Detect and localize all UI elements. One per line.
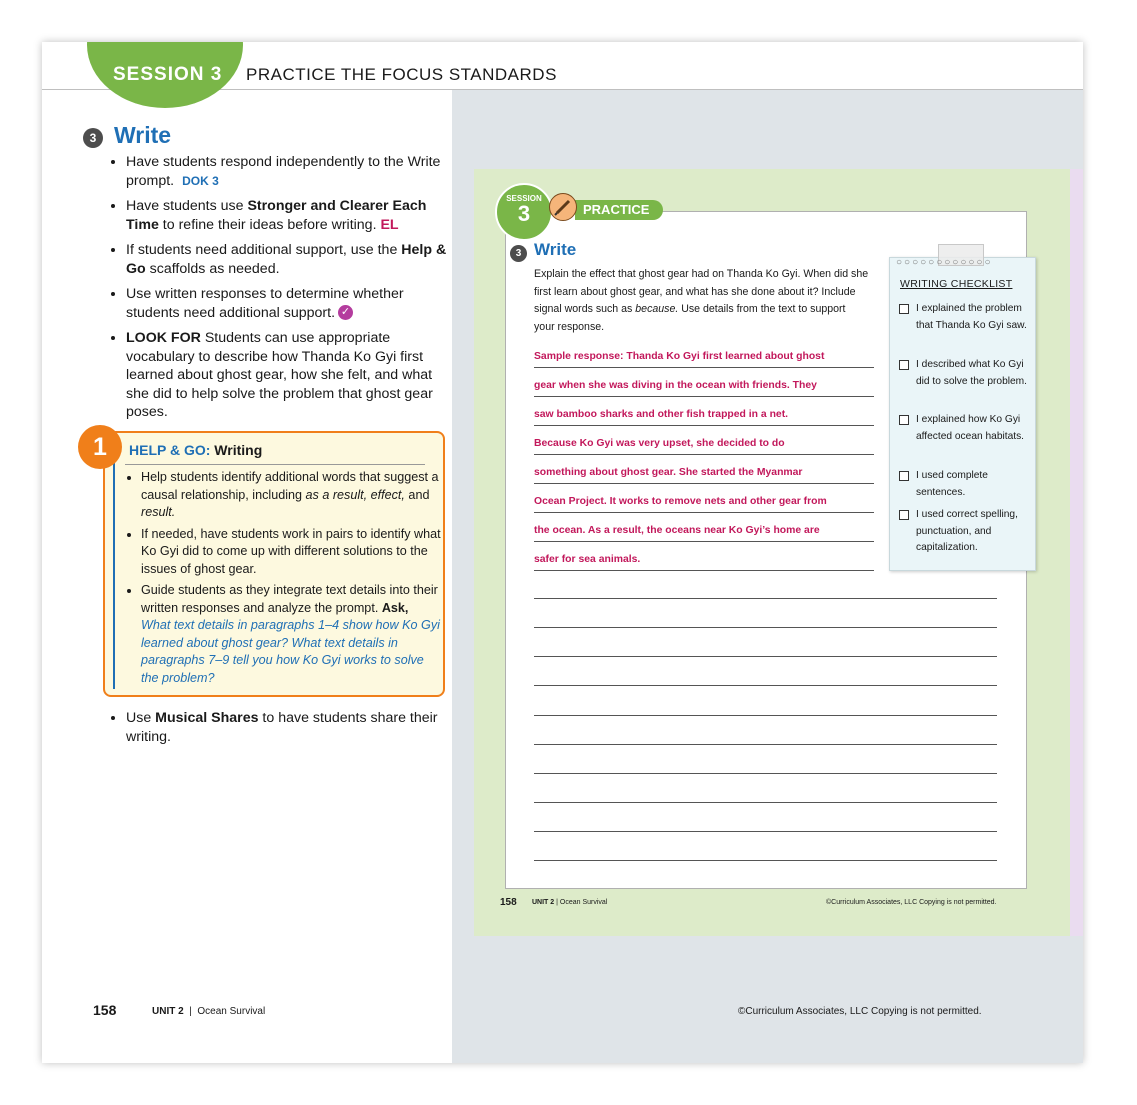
blank-writing-line [534, 598, 997, 599]
student-copyright: ©Curriculum Associates, LLC Copying is not permitted. [826, 899, 997, 906]
list-item: • Have students use Stronger and Clearer Each Time to refine their ideas before writing. EL [126, 197, 456, 234]
response-line: gear when she was diving in the ocean with friends. They [534, 367, 874, 397]
page-title: PRACTICE THE FOCUS STANDARDS [246, 65, 557, 84]
student-unit-label: UNIT 2 | Ocean Survival [532, 899, 608, 906]
write-heading: Write [114, 122, 172, 148]
list-item: • LOOK FOR Students can use appropriate vocabulary to describe how Thanda Ko Gyi first learned about ghost gear, how she felt, and what she did to help solve the problem that ghost gear poses. [126, 329, 456, 422]
list-item: • Help students identify additional words that suggest a causal relationship, including as a result, effect, and result. [141, 469, 441, 522]
blank-writing-line [534, 831, 997, 832]
blank-writing-line [534, 773, 997, 774]
unit-label: UNIT 2 | Ocean Survival [152, 1006, 266, 1017]
response-line: Ocean Project. It works to remove nets and other gear from [534, 483, 874, 513]
spiral-rings-graphic: ○○○○○○○○○○○○ [896, 257, 993, 268]
list-item: • If needed, have students work in pairs to identify what Ko Gyi did to come up with different solutions to the issues of ghost gear. [141, 526, 441, 579]
response-line: the ocean. As a result, the oceans near Ko Gyi’s home are [534, 512, 874, 542]
divider [125, 464, 425, 465]
checkbox[interactable] [899, 304, 909, 314]
response-line: Because Ko Gyi was very upset, she decided to do [534, 425, 874, 455]
blank-writing-line [534, 715, 997, 716]
blank-writing-line [534, 744, 997, 745]
response-line: saw bamboo sharks and other fish trapped in a net. [534, 396, 874, 426]
list-item: • Use Musical Shares to have students share their writing. [126, 709, 456, 746]
checklist-item: I used correct spelling, punctuation, and capitalization. [899, 507, 1029, 557]
page-number: 158 [93, 1002, 117, 1018]
write-prompt: Explain the effect that ghost gear had on Thanda Ko Gyi. When did she first learn about ghost gear, and what has she done about it? Include signal words such as because. Use details from the text to support your response. [534, 268, 869, 333]
list-item: • Use written responses to determine whether students need additional support. ✓ [126, 285, 456, 322]
checklist-item: I explained the problem that Thanda Ko Gyi saw. [899, 301, 1029, 334]
response-line: Sample response: Thanda Ko Gyi first learned about ghost [534, 338, 874, 368]
student-page-number: 158 [500, 897, 517, 908]
response-line: safer for sea animals. [534, 541, 874, 571]
el-tag: EL [380, 216, 399, 233]
response-line: something about ghost gear. She started the Myanmar [534, 454, 874, 484]
student-page-edge [1070, 169, 1083, 936]
list-item: • If students need additional support, use the Help & Go scaffolds as needed. [126, 241, 456, 278]
writing-checklist-note [889, 257, 1036, 571]
help-and-go-accent-bar [113, 443, 115, 689]
checklist-item: I described what Ko Gyi did to solve the problem. [899, 357, 1029, 390]
step-number-badge: 3 [83, 128, 103, 148]
student-step-badge: 3 [510, 245, 527, 262]
checklist-item: I used complete sentences. [899, 468, 1029, 501]
write-instructions-list [108, 153, 456, 429]
dok-badge: DOK 3 [182, 173, 219, 188]
pencil-icon [549, 193, 577, 221]
list-item: • Have students respond independently to the Write prompt. DOK 3 [126, 153, 456, 190]
session-label: SESSION 3 [113, 64, 223, 85]
sharing-instructions-list [108, 709, 456, 746]
blank-writing-line [534, 656, 997, 657]
practice-label: PRACTICE [575, 200, 663, 220]
blank-writing-line [534, 685, 997, 686]
student-write-heading: Write [534, 240, 577, 259]
teacher-guide-page [42, 42, 1083, 1063]
checkbox[interactable] [899, 510, 909, 520]
checkbox[interactable] [899, 415, 909, 425]
checkmark-icon: ✓ [338, 305, 353, 320]
help-and-go-list [127, 469, 441, 691]
blank-writing-line [534, 802, 997, 803]
blank-writing-line [534, 860, 997, 861]
blank-writing-line [534, 627, 997, 628]
list-item: • Guide students as they integrate text details into their written responses and analyze the prompt. Ask, What text details in paragraphs 1–4 show how Ko Gyi learned about ghost gear? What text details in paragraphs 7–9 tell you how Ko Gyi works to solve the problem? [141, 582, 441, 687]
help-and-go-number-badge: 1 [78, 425, 122, 469]
checklist-item: I explained how Ko Gyi affected ocean habitats. [899, 412, 1029, 445]
session-badge: SESSION 3 [495, 183, 553, 241]
copyright-notice: ©Curriculum Associates, LLC Copying is not permitted. [738, 1006, 982, 1017]
help-and-go-title: HELP & GO: Writing [129, 442, 263, 458]
checkbox[interactable] [899, 360, 909, 370]
checkbox[interactable] [899, 471, 909, 481]
checklist-title: WRITING CHECKLIST [900, 278, 1013, 290]
help-and-go-box [103, 431, 445, 697]
